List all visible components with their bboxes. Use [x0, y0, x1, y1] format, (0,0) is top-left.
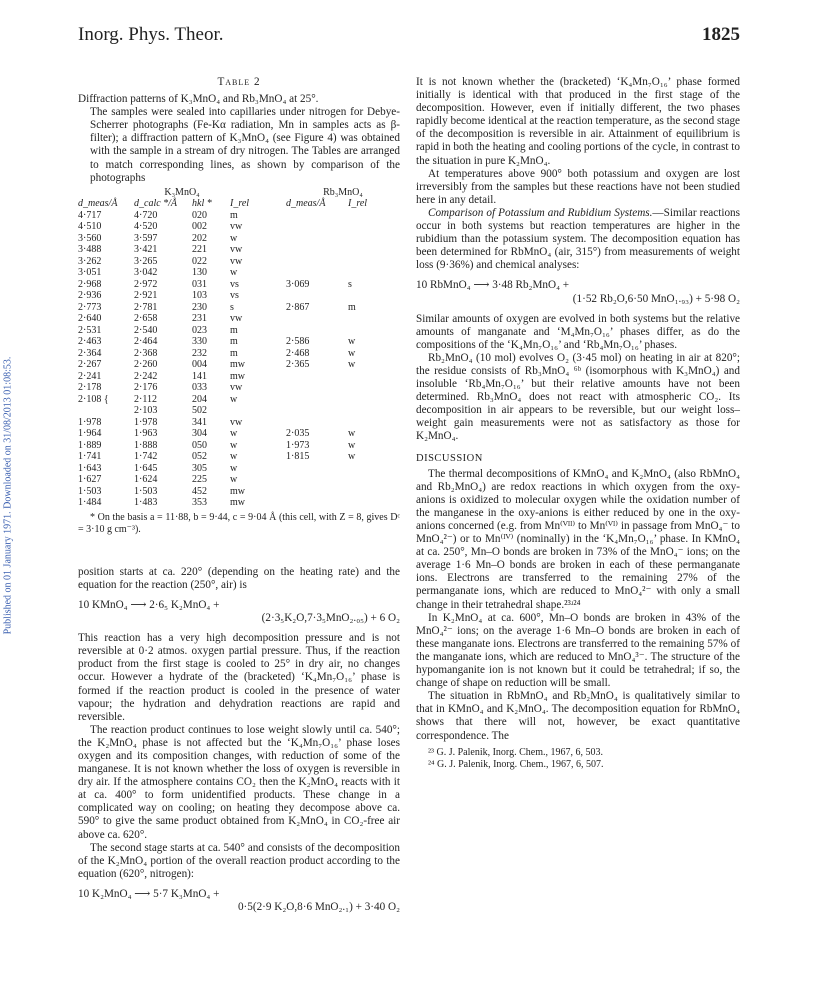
table-row	[78, 359, 400, 371]
table-cell: 353	[192, 497, 207, 509]
table-cell: m	[348, 301, 356, 313]
right-paragraph-2: At temperatures above 900° both potassium and oxygen are lost irreversibly from the samples but these reactions have not been studied here in any detail.	[416, 167, 740, 206]
table-cell: 4·510	[78, 221, 102, 233]
table-cell: 341	[192, 416, 207, 428]
table-cell: 502	[192, 405, 207, 417]
table-cell: mw	[230, 497, 245, 509]
table-cell: m	[230, 347, 238, 359]
table-cell: 2·242	[134, 370, 158, 382]
table-row	[78, 313, 400, 325]
table-cell: m	[230, 324, 238, 336]
table-cell	[286, 233, 348, 245]
download-side-note	[2, 252, 16, 742]
table-cell: mw	[230, 359, 245, 371]
table-cell: 2·464	[134, 336, 158, 348]
table-cell	[286, 497, 348, 509]
table-cell: 202	[192, 232, 207, 244]
table-cell: mw	[230, 485, 245, 497]
table-row	[78, 210, 400, 222]
table-cell: 1·645	[134, 462, 158, 474]
table-cell: 2·468	[286, 347, 310, 359]
table-cell: vw	[230, 255, 243, 267]
table-cell: w	[230, 232, 238, 244]
table-cell: vw	[230, 382, 243, 394]
table-cell: vw	[230, 416, 243, 428]
table-row	[78, 394, 400, 406]
table-cell: w	[348, 428, 356, 440]
table-cell: 3·560	[78, 232, 102, 244]
left-paragraph-3: The reaction product continues to lose weight slowly until ca. 540°; the K₂MnO₄ phase is not affected but the ‘K₄Mn₇O₁₆’ phase loses oxygen and its composition changes, with reduction of some of the manganese. It is not known whether the loss of oxygen is reversible in dry air. If the atmosphere contains CO₂ then the K₂MnO₄ reacts with it at ca. 400° to form unidentified products. These change in a complicated way on cooling; on heating they decompose above ca. 590° to give the same product obtained from K₂MnO₄ in CO₂-free air above ca. 620°.	[78, 723, 400, 841]
table-cell: 2·968	[78, 278, 102, 290]
table-cell: 2·035	[286, 428, 310, 440]
table-cell	[286, 394, 348, 406]
table-cell	[286, 221, 348, 233]
table-cell	[348, 463, 400, 475]
table-row	[78, 497, 400, 509]
equation-2-line-1: 10 K₂MnO₄ ⟶ 5·7 K₃MnO₄ +	[78, 887, 220, 900]
left-paragraph-4: The second stage starts at ca. 540° and consists of the decomposition of the K₂MnO₄ portion of the overall reaction product according to the equation (620°, nitrogen):	[78, 841, 400, 880]
right-paragraph-8: The situation in RbMnO₄ and Rb₂MnO₄ is qualitatively similar to that in KMnO₄ and K₂MnO₄. The decomposition equation for RbMnO₄ shows that there will not, however, be exact quantitative correspondence. The	[416, 690, 740, 742]
table-cell: w	[230, 439, 238, 451]
table-cell	[348, 405, 400, 417]
table-cell	[348, 267, 400, 279]
table-row	[78, 221, 400, 233]
table-cell: w	[348, 347, 356, 359]
table-cell: w	[230, 267, 238, 279]
equation-3	[416, 279, 740, 305]
table-cell: 2·658	[134, 313, 158, 325]
table-cell: 1·978	[134, 416, 158, 428]
table-cell	[348, 474, 400, 486]
table-cell: 2·260	[134, 359, 158, 371]
left-column	[78, 76, 400, 921]
table-cell: 1·503	[134, 485, 158, 497]
table-footnote: * On the basis a = 11·88, b = 9·44, c = 9·04 Å (this cell, with Z = 8, gives Dᶜ = 3·10 g cm⁻³).	[78, 511, 400, 535]
right-paragraph-3	[416, 207, 740, 272]
table-cell: 2·781	[134, 301, 158, 313]
table-cell: 020	[192, 209, 207, 221]
table-cell: 1·643	[78, 462, 102, 474]
table-cell	[348, 486, 400, 498]
table-cell	[286, 325, 348, 337]
table-cell: 305	[192, 462, 207, 474]
table-row	[78, 302, 400, 314]
table-cell	[286, 256, 348, 268]
table-cell	[286, 313, 348, 325]
table-cell	[348, 497, 400, 509]
table-cell: 1·963	[134, 428, 158, 440]
table-cell: vw	[230, 221, 243, 233]
col-header: d_meas/Å	[286, 198, 326, 210]
right-paragraph-4: Similar amounts of oxygen are evolved in both systems but the relative amounts of manganate and ‘M₄Mn₇O₁₆’ phases differ, as do the compositions of the ‘K₄Mn₇O₁₆’ and ‘Rb₄Mn₇O₁₆’ phases.	[416, 312, 740, 351]
table-cell	[348, 210, 400, 222]
table-cell	[348, 221, 400, 233]
table-cell: 2·364	[78, 347, 102, 359]
table-cell: 2·531	[78, 324, 102, 336]
table-cell: 3·262	[78, 255, 102, 267]
table-cell: 002	[192, 221, 207, 233]
table-cell: 230	[192, 301, 207, 313]
table-cell: 3·042	[134, 267, 158, 279]
table-cell	[348, 256, 400, 268]
table-row	[78, 463, 400, 475]
table-cell: vs	[230, 278, 239, 290]
table-cell: 031	[192, 278, 207, 290]
table-row	[78, 279, 400, 291]
table-cell: 2·640	[78, 313, 102, 325]
table-cell: 304	[192, 428, 207, 440]
left-paragraph-2: This reaction has a very high decomposition pressure and is not reversible at 0·2 atmos. oxygen partial pressure. Thus, if the reaction product from the first stage is cooled to 25° in dry air, no changes occur. However a hydrate of the (bracketed) ‘K₄Mn₇O₁₆’ phase is formed if the reaction product is cooled in the presence of water vapour; the hydration and dehydration reactions are rapid and reversible.	[78, 632, 400, 723]
journal-header: Inorg. Phys. Theor.	[78, 24, 224, 45]
table-cell: 130	[192, 267, 207, 279]
table-cell: w	[230, 474, 238, 486]
table-cell	[286, 210, 348, 222]
table-cell: w	[348, 359, 356, 371]
table-cell: s	[230, 301, 234, 313]
equation-1-line-1: 10 KMnO₄ ⟶ 2·6₅ K₂MnO₄ +	[78, 598, 220, 611]
table-cell	[286, 267, 348, 279]
table-cell: 1·888	[134, 439, 158, 451]
table-cell: 2·972	[134, 278, 158, 290]
table-cell: 2·103	[134, 405, 158, 417]
table-cell: 2·921	[134, 290, 158, 302]
table-cell: 2·586	[286, 336, 310, 348]
table-row	[78, 474, 400, 486]
table-cell: 022	[192, 255, 207, 267]
table-row	[78, 244, 400, 256]
table-row	[78, 382, 400, 394]
table-cell: 1·973	[286, 439, 310, 451]
table-cell: w	[348, 451, 356, 463]
table-cell	[78, 405, 134, 417]
table-row	[78, 440, 400, 452]
right-paragraph-5: Rb₂MnO₄ (10 mol) evolves O₂ (3·45 mol) on heating in air at 820°; the residue consists of Rb₃MnO₄ ⁶ᵇ (isomorphous with K₃MnO₄) and insoluble ‘Rb₄Mn₇O₁₆’ but their relative amounts have not been determined. Rb₃MnO₄ does not react with atmospheric CO₂. Its decomposition in air appears to be reversible, but our weight loss–weight gain measurements were not as satisfactory as those for K₂MnO₄.	[416, 351, 740, 443]
table-row	[78, 348, 400, 360]
table-cell: s	[348, 278, 352, 290]
table-cell: 141	[192, 370, 207, 382]
table-cell	[348, 233, 400, 245]
table-cell: 2·112	[134, 393, 157, 405]
table-body	[78, 210, 400, 509]
diffraction-table	[78, 187, 400, 509]
table-cell: 232	[192, 347, 207, 359]
table-cell: vw	[230, 313, 243, 325]
table-cell: 221	[192, 244, 207, 256]
table-cell: mw	[230, 370, 245, 382]
table-cell: 330	[192, 336, 207, 348]
table-cell: 1·741	[78, 451, 102, 463]
reference-23: ²³ G. J. Palenik, Inorg. Chem., 1967, 6, 503.	[428, 746, 603, 758]
right-paragraph-7: In K₂MnO₄ at ca. 600°, Mn–O bonds are broken in 43% of the MnO₄²⁻ ions; on the average 1·6 Mn–O bonds are broken in each of these manganate ions. Electrons are transferred to the remaining 57% of the manganate ions, which are reduced to MnO₄³⁻. The structure of the hypomanganite ion is not known but it could be tetrahedral; if so, the change of shape on reduction will be small.	[416, 611, 740, 690]
table-cell: 2·463	[78, 336, 102, 348]
table-cell: 3·265	[134, 255, 158, 267]
table-cell	[286, 382, 348, 394]
table-cell: m	[230, 209, 238, 221]
table-row	[78, 486, 400, 498]
table-caption-rest: The samples were sealed into capillaries under nitrogen for Debye-Scherrer photographs (Fe-Kα radiation, Mn in samples acts as β-filter); a diffraction pattern of K₃MnO₄ (see Figure 4) was obtained with the sample in a stream of dry nitrogen. The Tables are arranged to match corresponding lines, as shown by comparison of the photographs	[90, 106, 400, 184]
col-header: d_meas/Å	[78, 198, 118, 210]
side-note-text: Published on 01 January 1971. Downloaded on 31/08/2013 01:08:53.	[2, 356, 14, 635]
table-cell: 1·978	[78, 416, 102, 428]
right-paragraph-3-text: —Similar reactions occur in both systems but reaction temperatures are higher in the rubidium than the potassium system. The decomposition equation has been determined for RbMnO₄ (air, 315°) from measurements of weight loss (9·36%) and chemical analyses:	[416, 206, 740, 272]
col-header: d_calc */Å	[134, 198, 178, 210]
table-caption-lead: Diffraction patterns of K₃MnO₄ and Rb₃MnO₄ at 25°.	[78, 93, 319, 106]
table-cell: w	[230, 393, 238, 405]
table-cell	[348, 417, 400, 429]
equation-2	[78, 888, 400, 914]
table-row	[78, 371, 400, 383]
table-cell	[286, 486, 348, 498]
table-cell	[230, 405, 286, 417]
table-cell: w	[348, 336, 356, 348]
table-cell: 2·176	[134, 382, 158, 394]
table-cell: 023	[192, 324, 207, 336]
table-cell: 1·483	[134, 497, 158, 509]
table-header	[78, 187, 400, 210]
table-row	[78, 417, 400, 429]
table-cell: 033	[192, 382, 207, 394]
table-cell: 2·936	[78, 290, 102, 302]
table-cell: 1·742	[134, 451, 158, 463]
table-cell: w	[230, 451, 238, 463]
table-cell	[286, 463, 348, 475]
table-cell: 004	[192, 359, 207, 371]
table-row	[78, 325, 400, 337]
table-cell: 2·267	[78, 359, 102, 371]
table-cell: 231	[192, 313, 207, 325]
reference-24: ²⁴ G. J. Palenik, Inorg. Chem., 1967, 6, 507.	[428, 758, 604, 770]
table-row	[78, 336, 400, 348]
table-row	[78, 267, 400, 279]
table-row	[78, 256, 400, 268]
table-cell	[348, 371, 400, 383]
table-cell: 4·720	[134, 209, 158, 221]
table-cell: 452	[192, 485, 207, 497]
table-cell: w	[348, 439, 356, 451]
table-cell	[348, 394, 400, 406]
table-cell	[286, 244, 348, 256]
table-cell: 204	[192, 393, 207, 405]
group-label-rb3mno4: Rb₃MnO₄	[323, 186, 363, 198]
table-cell	[348, 325, 400, 337]
table-cell	[348, 313, 400, 325]
table-cell: 1·815	[286, 451, 310, 463]
table-cell: 3·051	[78, 267, 102, 279]
table-cell	[286, 290, 348, 302]
table-cell	[348, 382, 400, 394]
table-cell: 050	[192, 439, 207, 451]
table-cell: 2·108 {	[78, 393, 109, 405]
table-row	[78, 405, 400, 417]
left-paragraph-1: position starts at ca. 220° (depending on the heating rate) and the equation for the reaction (250°, air) is	[78, 565, 400, 591]
equation-1-line-2: (2·3₅K₂O,7·3₅MnO₂.₀₅) + 6 O₂	[261, 612, 400, 625]
table-cell: w	[230, 462, 238, 474]
table-cell: vs	[230, 290, 239, 302]
table-cell: 2·241	[78, 370, 102, 382]
table-cell: vw	[230, 244, 243, 256]
table-cell: 2·365	[286, 359, 310, 371]
table-cell: 4·717	[78, 209, 102, 221]
group-label-k3mno4: K₃MnO₄	[164, 186, 200, 198]
table-row	[78, 290, 400, 302]
table-cell: 052	[192, 451, 207, 463]
table-caption	[78, 93, 400, 185]
table-cell: 2·773	[78, 301, 102, 313]
table-cell: 2·368	[134, 347, 158, 359]
table-cell	[286, 405, 348, 417]
equation-3-line-1: 10 RbMnO₄ ⟶ 3·48 Rb₂MnO₄ +	[416, 279, 570, 292]
col-header: I_rel	[348, 198, 368, 210]
table-title: Table 2	[217, 76, 261, 88]
subsection-heading: Comparison of Potassium and Rubidium Systems.	[428, 206, 653, 219]
table-cell: 2·540	[134, 324, 158, 336]
table-cell	[286, 474, 348, 486]
table-row	[78, 428, 400, 440]
table-cell: w	[230, 428, 238, 440]
right-paragraph-1: It is not known whether the (bracketed) ‘K₄Mn₇O₁₆’ phase formed initially is identical with that produced in the first stage of the decomposition. However, even if initially different, the two phases rapidly become identical at the reaction temperature, as the second stage of the decomposition is reversible in air. Attainment of equilibrium is rapid in both the heating and cooling portions of the cycle, in contrast to the situation in pure K₂MnO₄.	[416, 76, 740, 167]
table-cell: 3·597	[134, 232, 158, 244]
table-cell: 1·964	[78, 428, 102, 440]
page-number: 1825	[702, 24, 740, 45]
table-row	[78, 451, 400, 463]
table-cell: 2·178	[78, 382, 102, 394]
table-cell	[286, 417, 348, 429]
col-header: I_rel	[230, 198, 250, 210]
table-cell: 1·624	[134, 474, 158, 486]
right-paragraph-6: The thermal decompositions of KMnO₄ and K₂MnO₄ (also RbMnO₄ and Rb₂MnO₄) are redox reactions in which oxygen from the oxy-anions is oxidized to molecular oxygen while the oxidation number of the manganese in the oxy-anions is either reduced by one in the oxy-anions concerned (e.g. from Mn⁽ⱽᴵᴵ⁾ to Mn⁽ⱽᴵ⁾ in passage from MnO₄⁻ to MnO₄²⁻) or to Mn⁽ᴵⱽ⁾ (nominally) in the ‘K₄Mn₇O₁₆’ phase. In KMnO₄ at ca. 250°, Mn–O bonds are broken in 73% of the MnO₄⁻ ions; on the average 1·6 Mn–O bonds are broken in each of these permanganate ions. Electrons are transferred to the remaining 27% of the permanganate ions, which are reduced to MnO₄²⁻ with only a small change in their tetrahedral shape.²³ʴ²⁴	[416, 467, 740, 611]
table-cell: 3·421	[134, 244, 158, 256]
table-cell: 225	[192, 474, 207, 486]
table-cell: 1·484	[78, 497, 102, 509]
table-cell: 2·867	[286, 301, 310, 313]
equation-3-line-2: (1·52 Rb₂O,6·50 MnO₁.₉₃) + 5·98 O₂	[572, 292, 740, 305]
equation-2-line-2: 0·5(2·9 K₂O,8·6 MnO₂.₁) + 3·40 O₂	[237, 901, 400, 913]
table-cell: 1·889	[78, 439, 102, 451]
table-cell: 4·520	[134, 221, 158, 233]
table-cell: 1·503	[78, 485, 102, 497]
col-header: hkl *	[192, 198, 212, 210]
section-heading-discussion: DISCUSSION	[416, 452, 483, 464]
table-cell	[286, 371, 348, 383]
table-cell: m	[230, 336, 238, 348]
right-column	[416, 76, 740, 771]
table-cell	[348, 290, 400, 302]
table-cell: 1·627	[78, 474, 102, 486]
table-cell: 103	[192, 290, 207, 302]
table-row	[78, 233, 400, 245]
table-cell: 3·069	[286, 278, 310, 290]
equation-1	[78, 599, 400, 625]
table-cell	[348, 244, 400, 256]
references	[416, 747, 740, 771]
table-cell: 3·488	[78, 244, 102, 256]
